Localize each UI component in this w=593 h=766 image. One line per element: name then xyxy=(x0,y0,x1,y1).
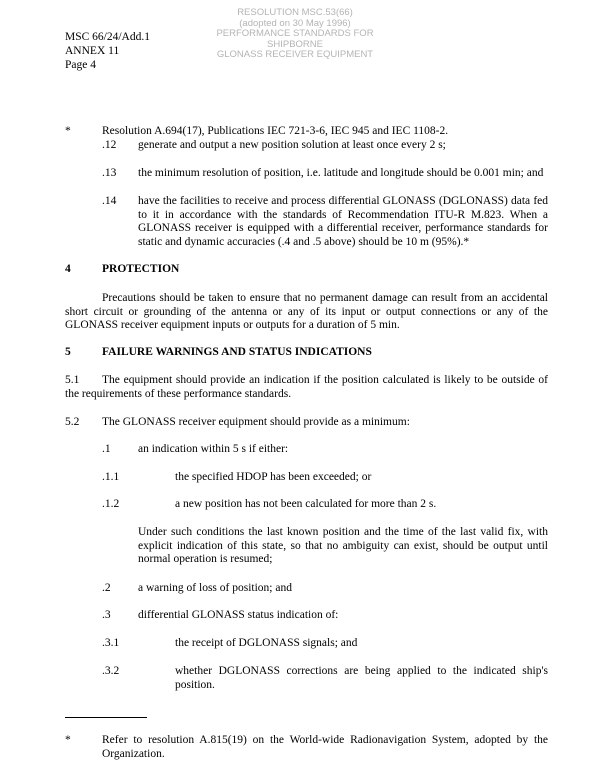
watermark-line: (adopted on 30 May 1996) xyxy=(239,17,351,29)
item-number: .12 xyxy=(102,139,117,151)
section-number: 4 xyxy=(65,263,71,275)
page-number: Page 4 xyxy=(65,59,96,71)
sub-number: .1.1 xyxy=(102,471,120,483)
sub-text: the specified HDOP has been exceeded; or xyxy=(175,471,372,483)
para-text: The GLONASS receiver equipment should provide as a minimum: xyxy=(102,416,410,428)
section-heading: PROTECTION xyxy=(102,263,180,275)
note-text: Resolution A.694(17), Publications IEC 721-3-6, IEC 945 and IEC 1108-2. xyxy=(102,125,449,137)
watermark xyxy=(190,8,400,61)
sub-number: .2 xyxy=(102,582,111,594)
note-mark: * xyxy=(65,125,71,137)
sub-number: .1.2 xyxy=(102,498,120,510)
watermark-line: GLONASS RECEIVER EQUIPMENT xyxy=(216,49,374,60)
footnote-mark: * xyxy=(65,734,71,746)
sub-text: an indication within 5 s if either: xyxy=(138,443,289,455)
sub-text: differential GLONASS status indication of: xyxy=(138,609,339,621)
para-number: 5.2 xyxy=(65,416,80,428)
sub-text: the receipt of DGLONASS signals; and xyxy=(175,637,358,649)
item-number: .13 xyxy=(102,167,117,179)
para-text: The equipment should provide an indication if the position calculated is likely to be outside of the requirements of these performance standards. xyxy=(65,374,548,400)
sub-number: .1 xyxy=(102,443,111,455)
section-number: 5 xyxy=(65,346,71,358)
page-header xyxy=(65,30,150,72)
sub-text: a new position has not been calculated for more than 2 s. xyxy=(175,498,437,510)
document-ref: MSC 66/24/Add.1 xyxy=(65,31,150,43)
sub-text: whether DGLONASS corrections are being applied to the indicated ship's position. xyxy=(175,665,548,691)
sub-number: .3.2 xyxy=(102,665,120,677)
para-number: 5.1 xyxy=(65,374,80,386)
watermark-line: PERFORMANCE STANDARDS FOR SHIPBORNE xyxy=(216,28,374,50)
sub-text: a warning of loss of position; and xyxy=(138,582,292,594)
item-text: the minimum resolution of position, i.e. latitude and longitude should be 0.001 min; and xyxy=(138,167,544,179)
footnote-text: Refer to resolution A.815(19) on the World-wide Radionavigation System, adopted by the Organization. xyxy=(102,734,548,760)
item-text: have the facilities to receive and process differential GLONASS (DGLONASS) data fed to it in accordance with the standards of Recommendation ITU-R M.823. When a GLONASS receiver is equipped with a differential receiver, performance standards for static and dynamic accuracies (.4 and .5 above) should be 10 m (95%).* xyxy=(138,195,548,248)
item-number: .14 xyxy=(102,195,117,207)
sub-number: .3.1 xyxy=(102,637,120,649)
annex-label: ANNEX 11 xyxy=(65,45,120,57)
footnote-divider xyxy=(65,717,147,718)
sub-number: .3 xyxy=(102,609,111,621)
section-heading: FAILURE WARNINGS AND STATUS INDICATIONS xyxy=(102,346,372,358)
watermark-line: RESOLUTION MSC.53(66) xyxy=(237,7,353,18)
condition-paragraph: Under such conditions the last known position and the time of the last valid fix, with explicit indication of this state, so that no ambiguity can exist, should be output until normal operation is resumed; xyxy=(138,526,548,565)
item-text: generate and output a new position solution at least once every 2 s; xyxy=(138,139,446,151)
section-paragraph: Precautions should be taken to ensure that no permanent damage can result from an accidental short circuit or grounding of the antenna or any of its input or output connections or any of the GLONASS receiver equipment inputs or outputs for a duration of 5 min. xyxy=(65,292,548,331)
